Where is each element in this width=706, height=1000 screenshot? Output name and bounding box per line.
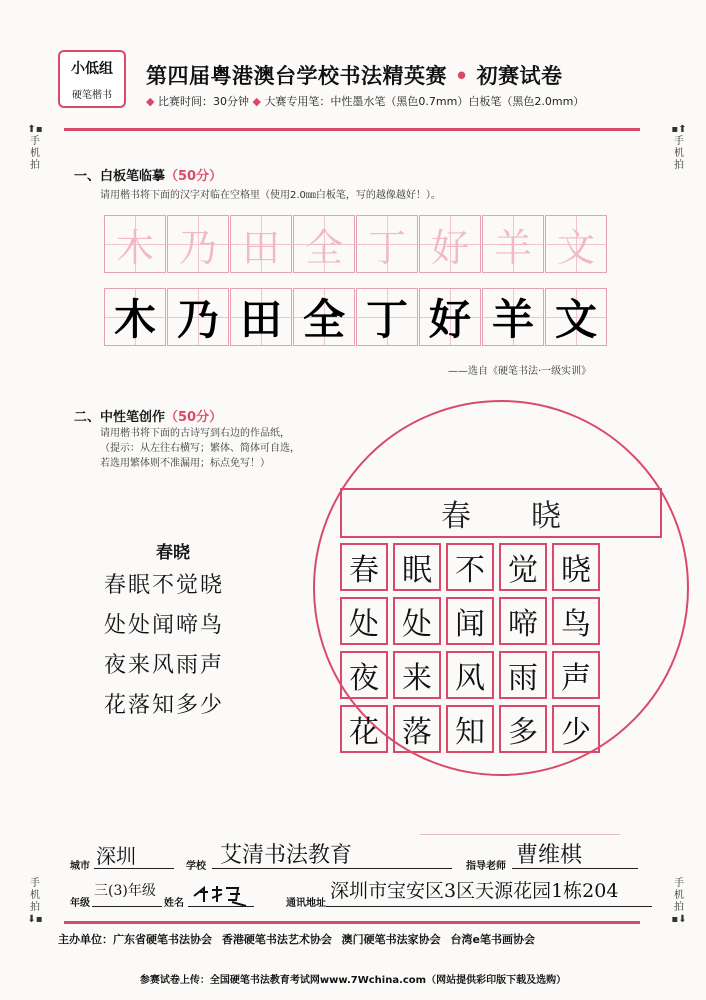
work-grid (340, 543, 600, 753)
model-cell: 羊 (482, 215, 544, 273)
poem-title: 春晓 (156, 543, 190, 563)
work-cell: 夜 (340, 651, 388, 699)
section2-title: 二、中性笔创作（50分） (74, 410, 223, 425)
work-cell: 来 (393, 651, 441, 699)
work-cell: 雨 (499, 651, 547, 699)
written-cell: 文 (545, 288, 607, 346)
side-mark-bottom-right: 手 机 拍 ▪⬇ (671, 878, 687, 925)
page-title: 第四届粤港澳台学校书法精英赛 • 初赛试卷 (146, 64, 563, 88)
work-cell: 处 (340, 597, 388, 645)
section1-title: 一、白板笔临摹（50分） (74, 169, 223, 184)
poem-line: 花落知多少 (104, 693, 225, 718)
work-cell: 处 (393, 597, 441, 645)
work-cell: 落 (393, 705, 441, 753)
model-cell: 好 (419, 215, 481, 273)
grade-label: 年级 (70, 898, 90, 909)
work-cell: 觉 (499, 543, 547, 591)
name-signature (190, 878, 250, 908)
model-cell: 田 (230, 215, 292, 273)
address-label: 通讯地址 (286, 898, 326, 909)
teacher-field[interactable]: 曹维棋 (516, 843, 583, 868)
model-cell: 木 (104, 215, 166, 273)
work-cell: 鸟 (552, 597, 600, 645)
section1-instruction: 请用楷书将下面的汉字对临在空格里（使用2.0㎜白板笔，写的越像越好！）。 (100, 190, 441, 201)
name-field[interactable] (190, 878, 250, 904)
name-label: 姓名 (164, 898, 184, 909)
written-cell: 丁 (356, 288, 418, 346)
group-badge (58, 50, 126, 108)
teacher-label: 指导老师 (466, 861, 506, 872)
written-cell: 羊 (482, 288, 544, 346)
work-cell: 声 (552, 651, 600, 699)
grade-field[interactable]: 三(3)年级 (94, 883, 156, 899)
work-cell: 春 (340, 543, 388, 591)
school-label: 学校 (186, 861, 206, 872)
side-mark-top-right: ▪⬆ 手 机 拍 (671, 124, 687, 171)
written-cell: 好 (419, 288, 481, 346)
section2-instruction: 请用楷书将下面的古诗写到右边的作品纸， （提示：从左往右横写；繁体、简体可自选， 若选用繁体则不准漏用；标点免写！） (100, 428, 300, 469)
work-cell: 眠 (393, 543, 441, 591)
city-label: 城市 (70, 861, 90, 872)
faint-divider (420, 834, 620, 835)
work-cell: 不 (446, 543, 494, 591)
poem-line: 处处闻啼鸟 (104, 613, 225, 638)
poem-line: 夜来风雨声 (104, 653, 225, 678)
work-cell: 啼 (499, 597, 547, 645)
group-category: 硬笔楷书 (72, 90, 112, 101)
model-cell: 全 (293, 215, 355, 273)
side-mark-bottom-left: 手 机 拍 ⬇▪ (27, 878, 43, 925)
work-cell: 风 (446, 651, 494, 699)
group-label: 小低组 (71, 61, 113, 77)
work-cell: 晓 (552, 543, 600, 591)
model-cell: 乃 (167, 215, 229, 273)
footer-upload-info: 参赛试卷上传：全国硬笔书法教育考试网www.7Wchina.com（网站提供彩印版下载及选购） (139, 975, 567, 986)
model-cell: 丁 (356, 215, 418, 273)
written-cell: 全 (293, 288, 355, 346)
written-char-row (104, 288, 608, 346)
model-cell: 文 (545, 215, 607, 273)
poem-text (104, 566, 224, 726)
divider-bottom (64, 921, 640, 924)
side-mark-top-left: ⬆▪ 手 机 拍 (27, 124, 43, 171)
poem-line: 春眠不觉晓 (104, 573, 225, 598)
page-subtitle: ◆ 比赛时间：30分钟 ◆ 大赛专用笔：中性墨水笔（黑色0.7mm）白板笔（黑色2.0mm） (146, 95, 585, 108)
work-cell: 知 (446, 705, 494, 753)
organizers: 主办单位：广东省硬笔书法协会 香港硬笔书法艺术协会 澳门硬笔书法家协会 台湾e笔书画协会 (58, 933, 535, 946)
address-field[interactable]: 深圳市宝安区3区天源花园1栋204 (330, 880, 619, 902)
work-title-box: 春 晓 (340, 488, 662, 538)
city-field[interactable]: 深圳 (96, 844, 136, 868)
school-field[interactable]: 艾清书法教育 (220, 843, 353, 868)
work-cell: 少 (552, 705, 600, 753)
source-citation: ——选自《硬笔书法·一级实训》 (448, 366, 592, 377)
work-cell: 花 (340, 705, 388, 753)
model-char-row (104, 215, 608, 273)
work-cell: 闻 (446, 597, 494, 645)
work-cell: 多 (499, 705, 547, 753)
divider-top (64, 128, 640, 131)
written-cell: 乃 (167, 288, 229, 346)
written-cell: 木 (104, 288, 166, 346)
written-cell: 田 (230, 288, 292, 346)
